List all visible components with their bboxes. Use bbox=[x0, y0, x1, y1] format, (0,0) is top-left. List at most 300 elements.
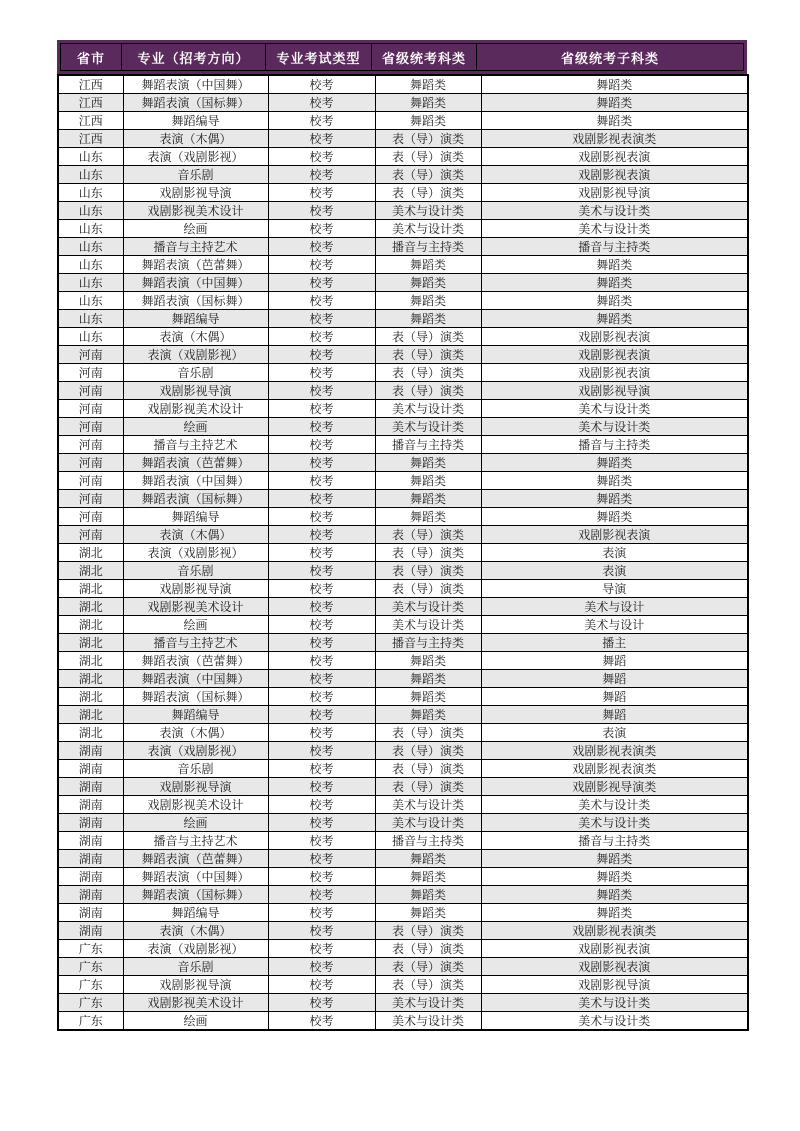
cell-subcategory: 戏剧影视表演 bbox=[481, 364, 748, 382]
cell-category: 美术与设计类 bbox=[375, 994, 481, 1012]
cell-major: 戏剧影视导演 bbox=[123, 184, 268, 202]
cell-exam-type: 校考 bbox=[268, 796, 375, 814]
cell-province: 河南 bbox=[58, 418, 123, 436]
cell-category: 表（导）演类 bbox=[375, 742, 481, 760]
cell-subcategory: 舞蹈类 bbox=[481, 850, 748, 868]
cell-exam-type: 校考 bbox=[268, 1012, 375, 1031]
cell-subcategory: 美术与设计类 bbox=[481, 814, 748, 832]
cell-category: 美术与设计类 bbox=[375, 400, 481, 418]
cell-province: 河南 bbox=[58, 382, 123, 400]
cell-major: 播音与主持艺术 bbox=[123, 832, 268, 850]
cell-category: 舞蹈类 bbox=[375, 292, 481, 310]
cell-category: 表（导）演类 bbox=[375, 922, 481, 940]
cell-subcategory: 戏剧影视表演类 bbox=[481, 130, 748, 148]
table-row bbox=[58, 364, 748, 382]
cell-exam-type: 校考 bbox=[268, 904, 375, 922]
cell-exam-type: 校考 bbox=[268, 94, 375, 112]
table-body bbox=[58, 75, 748, 1030]
cell-category: 美术与设计类 bbox=[375, 616, 481, 634]
cell-category: 播音与主持类 bbox=[375, 436, 481, 454]
cell-subcategory: 舞蹈类 bbox=[481, 292, 748, 310]
cell-category: 舞蹈类 bbox=[375, 868, 481, 886]
cell-exam-type: 校考 bbox=[268, 436, 375, 454]
cell-category: 美术与设计类 bbox=[375, 796, 481, 814]
cell-exam-type: 校考 bbox=[268, 202, 375, 220]
cell-exam-type: 校考 bbox=[268, 616, 375, 634]
cell-category: 表（导）演类 bbox=[375, 328, 481, 346]
cell-major: 舞蹈表演（国标舞） bbox=[123, 688, 268, 706]
cell-subcategory: 表演 bbox=[481, 724, 748, 742]
cell-exam-type: 校考 bbox=[268, 148, 375, 166]
cell-major: 戏剧影视美术设计 bbox=[123, 994, 268, 1012]
cell-subcategory: 戏剧影视表演 bbox=[481, 940, 748, 958]
cell-province: 湖北 bbox=[58, 688, 123, 706]
cell-major: 表演（戏剧影视） bbox=[123, 346, 268, 364]
cell-province: 湖北 bbox=[58, 634, 123, 652]
cell-category: 美术与设计类 bbox=[375, 1012, 481, 1031]
cell-major: 播音与主持艺术 bbox=[123, 634, 268, 652]
cell-subcategory: 戏剧影视导演 bbox=[481, 382, 748, 400]
cell-major: 戏剧影视美术设计 bbox=[123, 598, 268, 616]
cell-province: 湖南 bbox=[58, 814, 123, 832]
cell-category: 表（导）演类 bbox=[375, 724, 481, 742]
cell-province: 河南 bbox=[58, 364, 123, 382]
cell-subcategory: 舞蹈类 bbox=[481, 256, 748, 274]
cell-subcategory: 戏剧影视导演类 bbox=[481, 778, 748, 796]
table-row bbox=[58, 1012, 748, 1031]
cell-exam-type: 校考 bbox=[268, 220, 375, 238]
cell-category: 表（导）演类 bbox=[375, 562, 481, 580]
cell-exam-type: 校考 bbox=[268, 940, 375, 958]
cell-province: 湖南 bbox=[58, 868, 123, 886]
cell-exam-type: 校考 bbox=[268, 256, 375, 274]
cell-province: 河南 bbox=[58, 508, 123, 526]
cell-subcategory: 舞蹈类 bbox=[481, 94, 748, 112]
cell-subcategory: 戏剧影视表演 bbox=[481, 526, 748, 544]
table-row bbox=[58, 436, 748, 454]
cell-subcategory: 舞蹈类 bbox=[481, 310, 748, 328]
cell-exam-type: 校考 bbox=[268, 850, 375, 868]
table-row bbox=[58, 184, 748, 202]
cell-province: 山东 bbox=[58, 220, 123, 238]
cell-exam-type: 校考 bbox=[268, 418, 375, 436]
cell-major: 舞蹈编导 bbox=[123, 706, 268, 724]
cell-exam-type: 校考 bbox=[268, 75, 375, 94]
cell-subcategory: 美术与设计类 bbox=[481, 220, 748, 238]
cell-category: 舞蹈类 bbox=[375, 454, 481, 472]
table-row bbox=[58, 418, 748, 436]
table-row bbox=[58, 634, 748, 652]
cell-exam-type: 校考 bbox=[268, 310, 375, 328]
cell-category: 舞蹈类 bbox=[375, 256, 481, 274]
cell-exam-type: 校考 bbox=[268, 526, 375, 544]
cell-subcategory: 播音与主持类 bbox=[481, 238, 748, 256]
cell-major: 绘画 bbox=[123, 1012, 268, 1031]
cell-subcategory: 戏剧影视表演 bbox=[481, 958, 748, 976]
cell-subcategory: 播音与主持类 bbox=[481, 436, 748, 454]
cell-province: 湖北 bbox=[58, 598, 123, 616]
table-row bbox=[58, 292, 748, 310]
cell-subcategory: 播主 bbox=[481, 634, 748, 652]
cell-category: 舞蹈类 bbox=[375, 472, 481, 490]
cell-exam-type: 校考 bbox=[268, 706, 375, 724]
cell-province: 广东 bbox=[58, 940, 123, 958]
table-row bbox=[58, 130, 748, 148]
cell-province: 山东 bbox=[58, 328, 123, 346]
cell-exam-type: 校考 bbox=[268, 994, 375, 1012]
cell-category: 表（导）演类 bbox=[375, 940, 481, 958]
cell-subcategory: 舞蹈类 bbox=[481, 904, 748, 922]
cell-major: 舞蹈表演（中国舞） bbox=[123, 274, 268, 292]
table-row bbox=[58, 796, 748, 814]
cell-province: 湖北 bbox=[58, 616, 123, 634]
table-row bbox=[58, 616, 748, 634]
table-row bbox=[58, 472, 748, 490]
cell-subcategory: 舞蹈 bbox=[481, 670, 748, 688]
table-row bbox=[58, 112, 748, 130]
cell-category: 舞蹈类 bbox=[375, 508, 481, 526]
cell-category: 表（导）演类 bbox=[375, 778, 481, 796]
table-row bbox=[58, 940, 748, 958]
cell-province: 广东 bbox=[58, 994, 123, 1012]
cell-category: 舞蹈类 bbox=[375, 310, 481, 328]
cell-province: 湖北 bbox=[58, 670, 123, 688]
cell-major: 表演（木偶） bbox=[123, 328, 268, 346]
cell-category: 播音与主持类 bbox=[375, 832, 481, 850]
cell-category: 表（导）演类 bbox=[375, 346, 481, 364]
cell-province: 湖南 bbox=[58, 904, 123, 922]
cell-subcategory: 舞蹈 bbox=[481, 688, 748, 706]
table-row bbox=[58, 706, 748, 724]
cell-subcategory: 舞蹈类 bbox=[481, 472, 748, 490]
cell-category: 舞蹈类 bbox=[375, 706, 481, 724]
cell-province: 山东 bbox=[58, 238, 123, 256]
cell-major: 舞蹈编导 bbox=[123, 112, 268, 130]
cell-major: 表演（木偶） bbox=[123, 724, 268, 742]
cell-exam-type: 校考 bbox=[268, 112, 375, 130]
cell-exam-type: 校考 bbox=[268, 364, 375, 382]
cell-subcategory: 舞蹈类 bbox=[481, 75, 748, 94]
cell-exam-type: 校考 bbox=[268, 238, 375, 256]
cell-exam-type: 校考 bbox=[268, 670, 375, 688]
cell-province: 江西 bbox=[58, 94, 123, 112]
cell-major: 表演（木偶） bbox=[123, 526, 268, 544]
cell-category: 表（导）演类 bbox=[375, 526, 481, 544]
cell-major: 音乐剧 bbox=[123, 562, 268, 580]
cell-major: 戏剧影视导演 bbox=[123, 976, 268, 994]
table-row bbox=[58, 220, 748, 238]
table-row bbox=[58, 976, 748, 994]
cell-major: 表演（戏剧影视） bbox=[123, 742, 268, 760]
cell-subcategory: 戏剧影视表演 bbox=[481, 346, 748, 364]
cell-major: 舞蹈表演（中国舞） bbox=[123, 868, 268, 886]
cell-exam-type: 校考 bbox=[268, 328, 375, 346]
cell-category: 舞蹈类 bbox=[375, 112, 481, 130]
table-row bbox=[58, 346, 748, 364]
cell-province: 山东 bbox=[58, 256, 123, 274]
cell-major: 戏剧影视美术设计 bbox=[123, 202, 268, 220]
cell-category: 舞蹈类 bbox=[375, 688, 481, 706]
cell-exam-type: 校考 bbox=[268, 742, 375, 760]
cell-exam-type: 校考 bbox=[268, 166, 375, 184]
table-row bbox=[58, 166, 748, 184]
table-row bbox=[58, 508, 748, 526]
cell-province: 山东 bbox=[58, 310, 123, 328]
cell-province: 广东 bbox=[58, 976, 123, 994]
cell-province: 湖北 bbox=[58, 580, 123, 598]
table-row bbox=[58, 922, 748, 940]
cell-exam-type: 校考 bbox=[268, 130, 375, 148]
table-row bbox=[58, 958, 748, 976]
cell-province: 山东 bbox=[58, 166, 123, 184]
table-row bbox=[58, 202, 748, 220]
cell-major: 舞蹈表演（中国舞） bbox=[123, 670, 268, 688]
cell-major: 音乐剧 bbox=[123, 760, 268, 778]
cell-subcategory: 戏剧影视导演 bbox=[481, 976, 748, 994]
cell-major: 戏剧影视美术设计 bbox=[123, 796, 268, 814]
cell-category: 表（导）演类 bbox=[375, 148, 481, 166]
cell-category: 美术与设计类 bbox=[375, 202, 481, 220]
cell-major: 表演（戏剧影视） bbox=[123, 940, 268, 958]
cell-exam-type: 校考 bbox=[268, 634, 375, 652]
table-header-row bbox=[57, 40, 747, 74]
cell-major: 舞蹈表演（国标舞） bbox=[123, 886, 268, 904]
cell-province: 湖南 bbox=[58, 760, 123, 778]
cell-major: 表演（戏剧影视） bbox=[123, 544, 268, 562]
cell-province: 河南 bbox=[58, 472, 123, 490]
cell-subcategory: 美术与设计类 bbox=[481, 1012, 748, 1031]
cell-major: 绘画 bbox=[123, 220, 268, 238]
table-row bbox=[58, 598, 748, 616]
cell-category: 舞蹈类 bbox=[375, 850, 481, 868]
cell-subcategory: 美术与设计 bbox=[481, 598, 748, 616]
table-row bbox=[58, 850, 748, 868]
cell-major: 舞蹈表演（中国舞） bbox=[123, 472, 268, 490]
cell-exam-type: 校考 bbox=[268, 922, 375, 940]
table-row bbox=[58, 994, 748, 1012]
table-row bbox=[58, 652, 748, 670]
cell-major: 舞蹈编导 bbox=[123, 904, 268, 922]
cell-major: 舞蹈表演（中国舞） bbox=[123, 75, 268, 94]
cell-exam-type: 校考 bbox=[268, 778, 375, 796]
cell-province: 江西 bbox=[58, 112, 123, 130]
cell-category: 舞蹈类 bbox=[375, 94, 481, 112]
cell-exam-type: 校考 bbox=[268, 292, 375, 310]
cell-province: 山东 bbox=[58, 274, 123, 292]
cell-subcategory: 舞蹈类 bbox=[481, 508, 748, 526]
cell-exam-type: 校考 bbox=[268, 382, 375, 400]
cell-major: 舞蹈表演（芭蕾舞） bbox=[123, 256, 268, 274]
table-row bbox=[58, 274, 748, 292]
cell-major: 戏剧影视导演 bbox=[123, 382, 268, 400]
cell-province: 湖南 bbox=[58, 886, 123, 904]
column-header-category: 省级统考科类 bbox=[371, 43, 477, 71]
table-row bbox=[58, 760, 748, 778]
cell-exam-type: 校考 bbox=[268, 274, 375, 292]
cell-major: 舞蹈表演（芭蕾舞） bbox=[123, 652, 268, 670]
cell-category: 美术与设计类 bbox=[375, 598, 481, 616]
table-row bbox=[58, 724, 748, 742]
cell-province: 湖南 bbox=[58, 796, 123, 814]
table-row bbox=[58, 562, 748, 580]
cell-exam-type: 校考 bbox=[268, 472, 375, 490]
table-row bbox=[58, 580, 748, 598]
cell-category: 美术与设计类 bbox=[375, 418, 481, 436]
cell-exam-type: 校考 bbox=[268, 454, 375, 472]
cell-major: 戏剧影视导演 bbox=[123, 778, 268, 796]
cell-exam-type: 校考 bbox=[268, 346, 375, 364]
cell-province: 江西 bbox=[58, 75, 123, 94]
cell-subcategory: 导演 bbox=[481, 580, 748, 598]
table-row bbox=[58, 328, 748, 346]
cell-province: 湖北 bbox=[58, 544, 123, 562]
table-row bbox=[58, 148, 748, 166]
cell-province: 河南 bbox=[58, 454, 123, 472]
cell-province: 山东 bbox=[58, 184, 123, 202]
cell-subcategory: 戏剧影视表演类 bbox=[481, 922, 748, 940]
cell-province: 广东 bbox=[58, 1012, 123, 1031]
cell-category: 表（导）演类 bbox=[375, 364, 481, 382]
cell-major: 戏剧影视美术设计 bbox=[123, 400, 268, 418]
cell-category: 播音与主持类 bbox=[375, 634, 481, 652]
table-row bbox=[58, 94, 748, 112]
cell-major: 播音与主持艺术 bbox=[123, 436, 268, 454]
cell-major: 表演（木偶） bbox=[123, 922, 268, 940]
cell-exam-type: 校考 bbox=[268, 688, 375, 706]
cell-province: 湖北 bbox=[58, 724, 123, 742]
cell-exam-type: 校考 bbox=[268, 760, 375, 778]
cell-subcategory: 戏剧影视导演 bbox=[481, 184, 748, 202]
cell-category: 表（导）演类 bbox=[375, 130, 481, 148]
cell-province: 湖北 bbox=[58, 562, 123, 580]
table-row bbox=[58, 814, 748, 832]
cell-subcategory: 戏剧影视表演 bbox=[481, 148, 748, 166]
cell-subcategory: 舞蹈类 bbox=[481, 886, 748, 904]
cell-exam-type: 校考 bbox=[268, 598, 375, 616]
table-row bbox=[58, 886, 748, 904]
cell-major: 音乐剧 bbox=[123, 166, 268, 184]
cell-category: 表（导）演类 bbox=[375, 184, 481, 202]
cell-subcategory: 美术与设计类 bbox=[481, 796, 748, 814]
cell-subcategory: 舞蹈类 bbox=[481, 490, 748, 508]
cell-province: 山东 bbox=[58, 202, 123, 220]
table-row bbox=[58, 526, 748, 544]
cell-major: 舞蹈表演（芭蕾舞） bbox=[123, 454, 268, 472]
cell-exam-type: 校考 bbox=[268, 886, 375, 904]
cell-exam-type: 校考 bbox=[268, 184, 375, 202]
table-row bbox=[58, 832, 748, 850]
cell-exam-type: 校考 bbox=[268, 400, 375, 418]
cell-category: 表（导）演类 bbox=[375, 958, 481, 976]
cell-category: 表（导）演类 bbox=[375, 760, 481, 778]
cell-category: 表（导）演类 bbox=[375, 976, 481, 994]
cell-category: 舞蹈类 bbox=[375, 670, 481, 688]
cell-subcategory: 美术与设计类 bbox=[481, 994, 748, 1012]
cell-category: 舞蹈类 bbox=[375, 652, 481, 670]
cell-major: 绘画 bbox=[123, 616, 268, 634]
cell-province: 河南 bbox=[58, 436, 123, 454]
cell-major: 绘画 bbox=[123, 418, 268, 436]
cell-category: 播音与主持类 bbox=[375, 238, 481, 256]
cell-category: 舞蹈类 bbox=[375, 490, 481, 508]
table-row bbox=[58, 454, 748, 472]
table-row bbox=[58, 688, 748, 706]
cell-province: 江西 bbox=[58, 130, 123, 148]
table-row bbox=[58, 382, 748, 400]
cell-category: 表（导）演类 bbox=[375, 544, 481, 562]
cell-major: 舞蹈编导 bbox=[123, 310, 268, 328]
cell-subcategory: 舞蹈类 bbox=[481, 112, 748, 130]
cell-major: 表演（戏剧影视） bbox=[123, 148, 268, 166]
cell-province: 湖南 bbox=[58, 742, 123, 760]
table-row bbox=[58, 238, 748, 256]
cell-major: 音乐剧 bbox=[123, 364, 268, 382]
table-row bbox=[58, 904, 748, 922]
cell-subcategory: 播音与主持类 bbox=[481, 832, 748, 850]
cell-exam-type: 校考 bbox=[268, 976, 375, 994]
cell-category: 舞蹈类 bbox=[375, 904, 481, 922]
cell-subcategory: 舞蹈 bbox=[481, 706, 748, 724]
cell-province: 河南 bbox=[58, 490, 123, 508]
cell-subcategory: 戏剧影视表演类 bbox=[481, 742, 748, 760]
cell-province: 河南 bbox=[58, 526, 123, 544]
cell-major: 舞蹈编导 bbox=[123, 508, 268, 526]
cell-province: 湖北 bbox=[58, 706, 123, 724]
exam-category-table bbox=[57, 40, 747, 1031]
cell-major: 舞蹈表演（国标舞） bbox=[123, 292, 268, 310]
cell-major: 舞蹈表演（国标舞） bbox=[123, 490, 268, 508]
cell-category: 表（导）演类 bbox=[375, 382, 481, 400]
cell-category: 表（导）演类 bbox=[375, 166, 481, 184]
cell-province: 河南 bbox=[58, 400, 123, 418]
column-header-exam-type: 专业考试类型 bbox=[265, 43, 372, 71]
cell-major: 播音与主持艺术 bbox=[123, 238, 268, 256]
cell-category: 美术与设计类 bbox=[375, 814, 481, 832]
cell-exam-type: 校考 bbox=[268, 724, 375, 742]
table-row bbox=[58, 490, 748, 508]
cell-category: 表（导）演类 bbox=[375, 580, 481, 598]
cell-subcategory: 美术与设计类 bbox=[481, 400, 748, 418]
table-row bbox=[58, 742, 748, 760]
cell-exam-type: 校考 bbox=[268, 958, 375, 976]
cell-exam-type: 校考 bbox=[268, 508, 375, 526]
cell-major: 戏剧影视导演 bbox=[123, 580, 268, 598]
cell-major: 舞蹈表演（国标舞） bbox=[123, 94, 268, 112]
cell-subcategory: 表演 bbox=[481, 544, 748, 562]
column-header-subcategory: 省级统考子科类 bbox=[476, 43, 744, 71]
cell-subcategory: 美术与设计 bbox=[481, 616, 748, 634]
cell-province: 山东 bbox=[58, 292, 123, 310]
table-body-grid bbox=[57, 74, 749, 1031]
table-row bbox=[58, 256, 748, 274]
cell-exam-type: 校考 bbox=[268, 814, 375, 832]
cell-province: 山东 bbox=[58, 148, 123, 166]
cell-subcategory: 舞蹈 bbox=[481, 652, 748, 670]
cell-province: 湖南 bbox=[58, 850, 123, 868]
cell-province: 广东 bbox=[58, 958, 123, 976]
cell-major: 表演（木偶） bbox=[123, 130, 268, 148]
cell-exam-type: 校考 bbox=[268, 868, 375, 886]
table-row bbox=[58, 400, 748, 418]
cell-subcategory: 美术与设计类 bbox=[481, 202, 748, 220]
cell-subcategory: 舞蹈类 bbox=[481, 274, 748, 292]
table-row bbox=[58, 670, 748, 688]
cell-category: 美术与设计类 bbox=[375, 220, 481, 238]
column-header-major: 专业（招考方向） bbox=[121, 43, 266, 71]
cell-province: 河南 bbox=[58, 346, 123, 364]
cell-exam-type: 校考 bbox=[268, 562, 375, 580]
cell-subcategory: 舞蹈类 bbox=[481, 454, 748, 472]
